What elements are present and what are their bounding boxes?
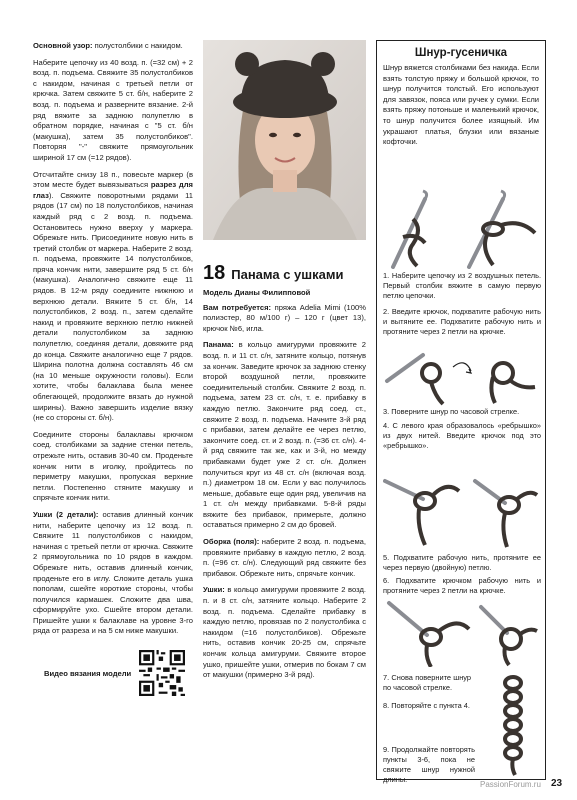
brim-label: Оборка (поля): bbox=[203, 537, 260, 547]
materials-label: Вам потребуется: bbox=[203, 302, 272, 312]
page-number: 23 bbox=[551, 778, 563, 789]
main-pattern-label: Основной узор: bbox=[33, 41, 93, 50]
hat-ears-paragraph bbox=[203, 585, 366, 680]
cord-tutorial-box bbox=[376, 40, 546, 784]
main-pattern-text: полустолбики с накидом. bbox=[92, 41, 183, 50]
pattern-title: Панама с ушками bbox=[231, 267, 344, 282]
qr-code-icon[interactable] bbox=[139, 650, 185, 696]
step-2: 2. Введите крючок, подхватите рабочую нить и вытяните ее. Подхватите рабочую нить и протяните через 2 петли на крючке. bbox=[383, 307, 541, 336]
pattern-number: 18 bbox=[203, 262, 226, 284]
hat-ears-label: Ушки: bbox=[203, 585, 225, 595]
instruction-paragraph-2 bbox=[33, 170, 193, 424]
main-pattern-paragraph bbox=[33, 41, 193, 52]
step-1: 1. Наберите цепочку из 2 воздушных петель. Первый столбик вяжите в самую первую петлю цепочки. bbox=[383, 271, 541, 300]
panama-text: в кольцо амигуруми провяжите 2 возд. п. и 11 ст. с/н, затяните кольцо, потянув за кончик. Заведите крючок за заднюю стенку второй воздушной петли, провяжите соединительный столбик. Свяжите 2 возд. п. подъема, затем 23 ст. с/н, т. е. прибавку в каждую петлю. Закончите ряд соед. ст., свяжите 2 возд. п. подъема. Начните 3-й ряд с прибавки, затем делайте ее через петлю, закончите соед. ст. и 2 возд. п. (=36 ст. с/н). 4-й ряд свяжите так же, как и 3-й, но между прибавками будет уже 2 ст. с/н. Должен получиться круг из 48 ст. с/н (включая возд. п.) диаметром 18 см. Если у вас получилось меньше, добавьте еще один ряд, увеличив на 1 ст. с/н между прибавками. 5-8-й ряды вяжите без прибавок, примерьте, должно оставаться примерно 2 см до бровей. bbox=[203, 340, 366, 530]
ears-text: оставив длинный кончик нити, наберите цепочку из 12 возд. п. Свяжите 11 полустолбиков с накидом, начиная с третьей петли от крючка. Свяжите 2 прямоугольника по 10 рядов в каждом. Обрежьте нить, оставив длинный кончик, проденьте его в иглу. Сложите деталь ушка пополам, сшейте короткие стороны, чтобы получился кармашек. Сложите два шва, сформируйте ухо. Сшейте втором детали. Пришейте ушки к балаклаве на уровне 3-го ряда от разреза и на 5 см ниже макушки. bbox=[33, 509, 194, 636]
step-8: 8. Повторяйте с пункта 4. bbox=[383, 701, 470, 710]
step-4: 4. С левого края образовалось «ребрышко» из двух нитей. Введите крючок под это «ребрышко». bbox=[383, 421, 541, 450]
text-span: Отсчитайте снизу 18 п., повесьте маркер (в этом месте будет вывязываться bbox=[33, 169, 193, 190]
cord-intro: Шнур вяжется столбиками без накида. Если взять толстую пряжу и большой крючок, то шнур получится толстый. Его используют для завязок, пояса или ручек у сумки. Если взять пряжу потоньше и маленький крючок, то шнур получится более изящный. Им украшают платья, блузки или вязаные кофточки. bbox=[383, 63, 539, 147]
watermark: PassionForum.ru bbox=[480, 780, 541, 789]
steps-4-5-illustration bbox=[383, 451, 541, 551]
step-5: 5. Подхватите рабочую нить, протяните ее через первую (двойную) петлю. bbox=[383, 553, 541, 572]
step-6: 6. Подхватите крючком рабочую нить и протяните через 2 петли на крючке. bbox=[383, 576, 541, 595]
step-3: 3. Поверните шнур по часовой стрелке. bbox=[383, 407, 520, 416]
materials-paragraph bbox=[203, 303, 366, 335]
brim-paragraph bbox=[203, 537, 366, 579]
step-3-illustration bbox=[383, 347, 541, 407]
step-7: 7. Снова поверните шнур по часовой стрелке. bbox=[383, 673, 471, 692]
left-column bbox=[33, 41, 193, 643]
panama-paragraph bbox=[203, 340, 366, 531]
steps-1-2-illustration bbox=[383, 189, 541, 269]
cord-title: Шнур-гусеничка bbox=[414, 47, 508, 59]
eye-slit-label: разрез для глаз bbox=[33, 180, 193, 200]
pattern-header bbox=[203, 262, 366, 284]
text-span: ). Свяжите поворотными рядами 11 рядов (17 см) по 18 полустолбиков, начиная каждый ряд с 2 возд. п. подъема. Остановитесь нужно вверху у маркера. Обрежьте нить. Присоедините новую нить в третий столбик от маркера. Наберите 2 возд. п. подъема, провяжите 14 полустолбиков, пряча кончик нити, завершите ряд 5 ст. б/н (макушка). Аналогично свяжите еще 11 рядов. В 12-м ряду соедините нижнюю и верхнюю детали. Вяжите 5 ст. б/н, 14 полустолбиков, 2 возд. п., затем сделайте накид и провяжите верхнюю петлю нижней детали полустолбиком за заднюю полупетлю, соединяя детали, довяжите ряд до конца. Свяжите аналогично еще 7 рядов. Ширина полотна должна составлять 46 см (на 10 меньше окружности головы). Если хотите, чтобы балаклава была менее облегающей, продолжите вязать до нужной ширины). Важно завершить изделие вязку (не со стороны ст. б/н). bbox=[33, 190, 193, 423]
step-9: 9. Продолжайте повторять пункты 3-6, пока не свяжите шнур нужной длины. bbox=[383, 745, 475, 784]
brim-text: наберите 2 возд. п. подъема, провяжите прибавку в каждую петлю, 2 возд. п. (=96 ст. с/н). Следующий ряд свяжите без прибавок. Обрежьте нить, спрячьте кончик. bbox=[203, 537, 366, 578]
finished-cord-illustration bbox=[489, 673, 541, 777]
panama-label: Панама: bbox=[203, 340, 234, 350]
hat-ears-text: в кольцо амигуруми провяжите 2 возд. п. и 8 ст. с/н, затяните кольцо. Наберите 2 возд. п. подъема. Сделайте прибавку в каждую петлю, провязав по 2 полустолбика с накидом (=16 полустолбиков). Обрежьте нить, оставив кончик 20-25 см, спрячьте кончик кольца амигуруми. Свяжите второе ушко, пришейте ушки, отмерив по бокам 7 см от макушки (примерно 3-й ряд). bbox=[203, 585, 366, 680]
step-6-illustration bbox=[383, 597, 541, 667]
middle-column bbox=[203, 262, 366, 687]
model-photo bbox=[203, 40, 366, 240]
video-label: Видео вязания модели bbox=[44, 668, 132, 678]
pattern-author: Модель Дианы Филипповой bbox=[203, 288, 311, 297]
instruction-paragraph-1: Наберите цепочку из 40 возд. п. (=32 см) + 2 возд. п. подъема. Свяжите 35 полустолбиков с накидом, начиная с третьей петли от крючка. Затем свяжите 5 ст. б/н, наберите 2 возд. п. подъема и разверните вязание. 2-й ряд вяжите за заднюю полупетлю в обратном порядке, начиная с "5 ст. б/н (макушка), затем 35 полустолбиков". Повторяя "-" свяжите прямоугольник шириной 17 см (=12 рядов). bbox=[33, 57, 193, 162]
ears-paragraph bbox=[33, 510, 193, 637]
ears-label: Ушки (2 детали): bbox=[33, 509, 99, 519]
video-qr-block bbox=[44, 650, 185, 696]
model-portrait-image bbox=[203, 40, 366, 240]
materials-text: пряжа Adelia Mimi (100% полиэстер, 80 м/100 г) – 120 г (цвет 13), крючок №6, игла. bbox=[203, 302, 366, 333]
instruction-paragraph-3: Соедините стороны балаклавы крючком соед. столбиками за задние стенки петель, отрежьте нить, оставив 30-40 см. Проденьте кончик нити в иголку, пройдитесь по периметру макушки, пропуская верхние петли. Постепенно стяните макушку и спрячьте кончик нити. bbox=[33, 429, 193, 503]
